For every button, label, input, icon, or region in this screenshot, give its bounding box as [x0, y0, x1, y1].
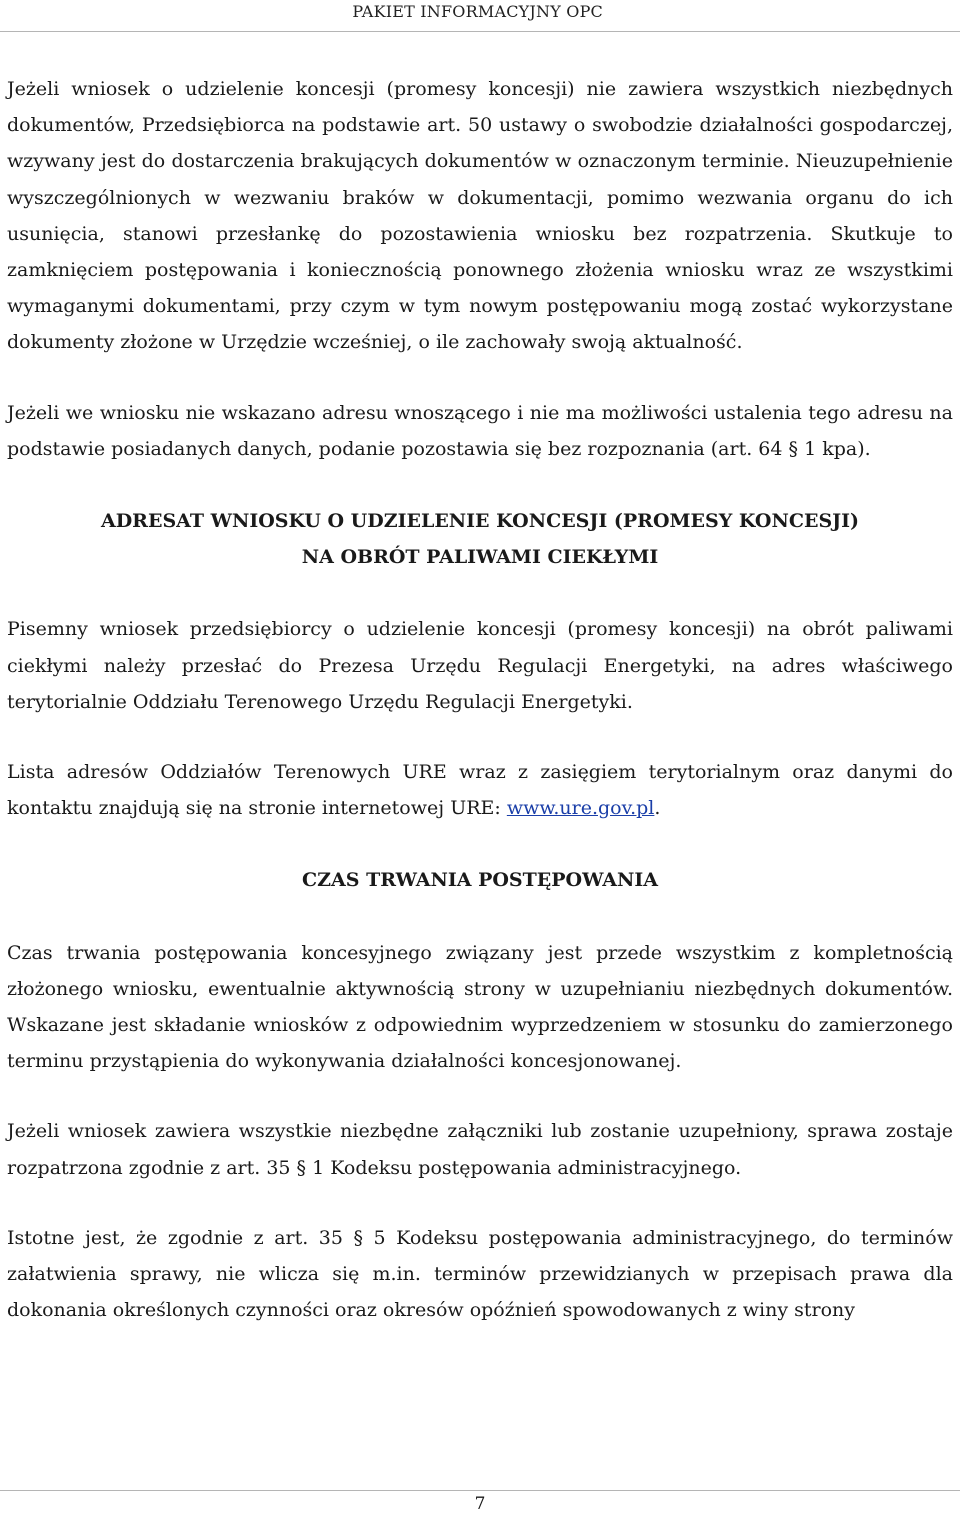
- paragraph-branch-list-text: Lista adresów Oddziałów Terenowych URE wraz z zasięgiem terytorialnym oraz danymi do kontaktu znajdują się na stronie internetowej URE:: [7, 761, 953, 820]
- paragraph-complete-application: Jeżeli wniosek zawiera wszystkie niezbędne załączniki lub zostanie uzupełniony, sprawa zostaje rozpatrzona zgodnie z art. 35 § 1 Kodeksu postępowania administracyjnego.: [7, 1120, 953, 1179]
- page-number: 7: [474, 1494, 486, 1514]
- section-heading-addressee-line1: ADRESAT WNIOSKU O UDZIELENIE KONCESJI (PROMESY KONCESJI): [100, 510, 860, 533]
- section-heading-addressee-line2: NA OBRÓT PALIWAMI CIEKŁYMI: [301, 546, 659, 569]
- footer-divider: [0, 1490, 960, 1491]
- paragraph-send-application: Pisemny wniosek przedsiębiorcy o udzielenie koncesji (promesy koncesji) na obrót paliwami ciekłymi należy przesłać do Prezesa Urzędu Regulacji Energetyki, na adres właściwego terytorialnie Oddziału Terenowego Urzędu Regulacji Energetyki.: [7, 618, 953, 713]
- header-divider: [0, 31, 960, 32]
- paragraph-duration: Czas trwania postępowania koncesyjnego związany jest przede wszystkim z kompletnością złożonego wniosku, ewentualnie aktywnością strony w uzupełnianiu niezbędnych dokumentów. Wskazane jest składanie wniosków z odpowiednim wyprzedzeniem w stosunku do zamierzonego terminu przystąpienia do wykonywania działalności koncesjonowanej.: [7, 941, 953, 1073]
- paragraph-branch-list: [7, 754, 953, 826]
- paragraph-missing-documents: Jeżeli wniosek o udzielenie koncesji (promesy koncesji) nie zawiera wszystkich niezbędnych dokumentów, Przedsiębiorca na podstawie art. 50 ustawy o swobodzie działalności gospodarczej, wzywany jest do dostarczenia brakujących dokumentów w oznaczonym terminie. Nieuzupełnienie wyszczególnionych w wezwaniu braków w dokumentacji, pomimo wezwania organu do ich usunięcia, stanowi przesłankę do pozostawienia wniosku bez rozpatrzenia. Skutkuje to zamknięciem postępowania i koniecznością ponownego złożenia wniosku wraz ze wszystkimi wymaganymi dokumentami, przy czym w tym nowym postępowaniu mogą zostać wykorzystane dokumenty złożone w Urzędzie wcześniej, o ile zachowały swoją aktualność.: [7, 78, 953, 354]
- section-heading-duration: CZAS TRWANIA POSTĘPOWANIA: [302, 869, 658, 892]
- document-header: PAKIET INFORMACYJNY OPC: [352, 2, 603, 21]
- paragraph-branch-list-end: .: [654, 797, 661, 820]
- ure-website-link[interactable]: www.ure.gov.pl: [506, 797, 655, 820]
- section-heading-addressee: [7, 503, 953, 575]
- paragraph-deadlines: Istotne jest, że zgodnie z art. 35 § 5 Kodeksu postępowania administracyjnego, do terminów załatwienia sprawy, nie wlicza się m.in. terminów przewidzianych w przepisach prawa dla dokonania określonych czynności oraz okresów opóźnień spowodowanych z winy strony: [7, 1226, 953, 1322]
- document-body: [7, 71, 953, 1362]
- paragraph-missing-address: Jeżeli we wniosku nie wskazano adresu wnoszącego i nie ma możliwości ustalenia tego adresu na podstawie posiadanych danych, podanie pozostawia się bez rozpoznania (art. 64 § 1 kpa).: [7, 401, 953, 460]
